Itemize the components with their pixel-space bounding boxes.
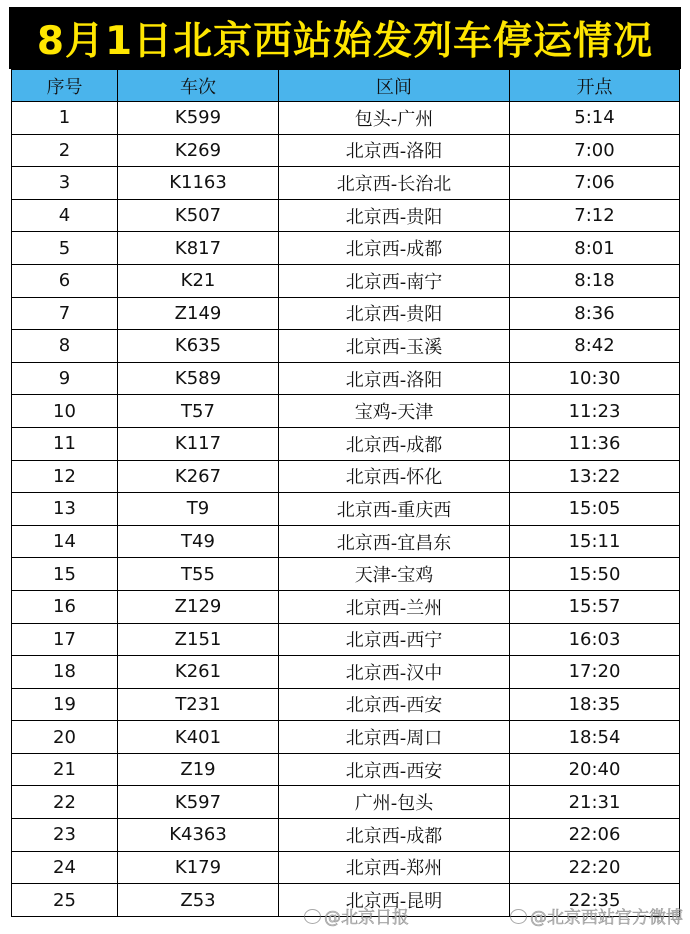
cell-route: 北京西-洛阳 [279,362,510,395]
cell-train-number: K817 [118,232,279,265]
table-row [12,134,680,167]
table-body [12,102,680,917]
cell-departure-time: 11:36 [510,427,680,460]
cell-route: 北京西-玉溪 [279,330,510,363]
cell-index: 24 [12,851,118,884]
cell-departure-time: 15:11 [510,525,680,558]
cell-index: 17 [12,623,118,656]
table-row [12,558,680,591]
table-row [12,688,680,721]
cell-index: 16 [12,590,118,623]
table-row [12,395,680,428]
cell-index: 14 [12,525,118,558]
cell-index: 3 [12,167,118,200]
cell-index: 2 [12,134,118,167]
cell-departure-time: 13:22 [510,460,680,493]
cell-train-number: K1163 [118,167,279,200]
cell-departure-time: 21:31 [510,786,680,819]
cell-departure-time: 5:14 [510,102,680,135]
cell-index: 8 [12,330,118,363]
cell-train-number: K267 [118,460,279,493]
cell-departure-time: 20:40 [510,753,680,786]
cell-departure-time: 22:35 [510,884,680,917]
page-title: 8月1日北京西站始发列车停运情况 [36,19,654,64]
cell-route: 宝鸡-天津 [279,395,510,428]
cell-index: 18 [12,656,118,689]
cell-route: 北京西-洛阳 [279,134,510,167]
column-header-route: 区间 [279,70,510,102]
cell-route: 北京西-南宁 [279,264,510,297]
cell-index: 21 [12,753,118,786]
table-row [12,330,680,363]
column-header-index: 序号 [12,70,118,102]
cell-train-number: Z19 [118,753,279,786]
cell-train-number: K269 [118,134,279,167]
cell-departure-time: 8:42 [510,330,680,363]
cell-departure-time: 10:30 [510,362,680,395]
cell-departure-time: 8:18 [510,264,680,297]
cell-train-number: Z149 [118,297,279,330]
cell-train-number: Z53 [118,884,279,917]
suspended-trains-table [11,69,680,917]
table-row [12,427,680,460]
cell-route: 北京西-贵阳 [279,199,510,232]
cell-route: 北京西-重庆西 [279,493,510,526]
table-row [12,851,680,884]
cell-route: 北京西-西安 [279,688,510,721]
cell-train-number: K4363 [118,819,279,852]
cell-train-number: K507 [118,199,279,232]
cell-route: 北京西-怀化 [279,460,510,493]
cell-route: 北京西-周口 [279,721,510,754]
table-row [12,297,680,330]
cell-departure-time: 22:20 [510,851,680,884]
table-row [12,623,680,656]
cell-departure-time: 17:20 [510,656,680,689]
cell-route: 包头-广州 [279,102,510,135]
table-row [12,753,680,786]
table-row [12,590,680,623]
cell-departure-time: 18:35 [510,688,680,721]
cell-train-number: K589 [118,362,279,395]
cell-train-number: K117 [118,427,279,460]
cell-index: 25 [12,884,118,917]
cell-train-number: Z129 [118,590,279,623]
cell-route: 北京西-兰州 [279,590,510,623]
cell-departure-time: 7:06 [510,167,680,200]
table-header-row [12,70,680,102]
cell-route: 北京西-贵阳 [279,297,510,330]
cell-departure-time: 11:23 [510,395,680,428]
cell-train-number: T231 [118,688,279,721]
cell-departure-time: 7:12 [510,199,680,232]
table-row [12,656,680,689]
table-row [12,460,680,493]
cell-route: 北京西-郑州 [279,851,510,884]
cell-index: 11 [12,427,118,460]
cell-departure-time: 16:03 [510,623,680,656]
cell-index: 9 [12,362,118,395]
cell-departure-time: 18:54 [510,721,680,754]
cell-route: 北京西-成都 [279,427,510,460]
watermark-text: @北京西站官方微博 [530,908,683,928]
cell-index: 15 [12,558,118,591]
cell-train-number: Z151 [118,623,279,656]
cell-train-number: K179 [118,851,279,884]
cell-index: 23 [12,819,118,852]
column-header-departure: 开点 [510,70,680,102]
cell-route: 北京西-成都 [279,819,510,852]
cell-index: 4 [12,199,118,232]
cell-route: 北京西-西宁 [279,623,510,656]
table-row [12,362,680,395]
table-row [12,232,680,265]
cell-index: 22 [12,786,118,819]
table-row [12,786,680,819]
table-row [12,884,680,917]
cell-train-number: K261 [118,656,279,689]
cell-departure-time: 7:00 [510,134,680,167]
table-row [12,525,680,558]
cell-route: 北京西-成都 [279,232,510,265]
cell-index: 12 [12,460,118,493]
cell-index: 10 [12,395,118,428]
cell-train-number: K597 [118,786,279,819]
column-header-train: 车次 [118,70,279,102]
cell-train-number: K401 [118,721,279,754]
cell-train-number: T57 [118,395,279,428]
cell-departure-time: 8:36 [510,297,680,330]
table-row [12,493,680,526]
cell-departure-time: 15:05 [510,493,680,526]
watermark-text: @北京日报 [324,908,409,928]
cell-route: 北京西-西安 [279,753,510,786]
cell-index: 1 [12,102,118,135]
cell-index: 20 [12,721,118,754]
title-banner [9,7,681,69]
cell-departure-time: 15:57 [510,590,680,623]
cell-route: 天津-宝鸡 [279,558,510,591]
cell-index: 6 [12,264,118,297]
cell-train-number: T9 [118,493,279,526]
cell-departure-time: 15:50 [510,558,680,591]
cell-route: 北京西-宜昌东 [279,525,510,558]
table-row [12,199,680,232]
table-row [12,264,680,297]
cell-index: 5 [12,232,118,265]
cell-index: 19 [12,688,118,721]
table-row [12,102,680,135]
cell-index: 13 [12,493,118,526]
table-row [12,721,680,754]
cell-route: 北京西-长治北 [279,167,510,200]
cell-train-number: T49 [118,525,279,558]
cell-index: 7 [12,297,118,330]
cell-departure-time: 8:01 [510,232,680,265]
table-row [12,167,680,200]
cell-route: 广州-包头 [279,786,510,819]
cell-route: 北京西-昆明 [279,884,510,917]
cell-train-number: T55 [118,558,279,591]
cell-route: 北京西-汉中 [279,656,510,689]
table-row [12,819,680,852]
cell-departure-time: 22:06 [510,819,680,852]
cell-train-number: K21 [118,264,279,297]
cell-train-number: K599 [118,102,279,135]
cell-train-number: K635 [118,330,279,363]
